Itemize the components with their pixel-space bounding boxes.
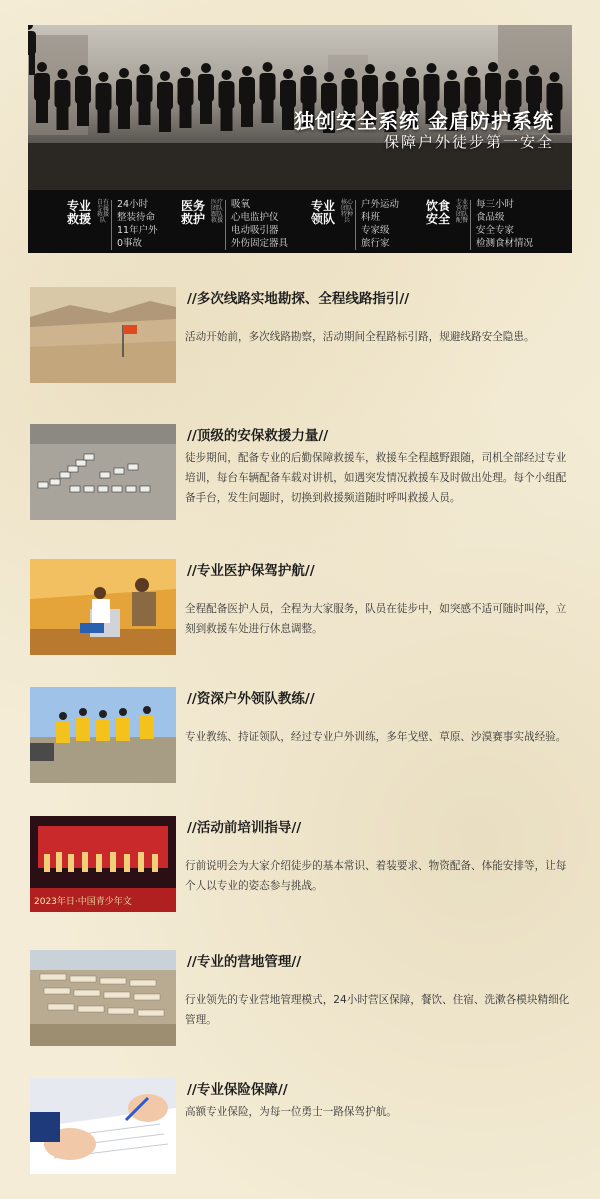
feature-item-training bbox=[30, 816, 575, 916]
divider bbox=[355, 200, 356, 250]
item-desc: 高额专业保险，为每一位勇士一路保驾护航。 bbox=[185, 1106, 397, 1118]
item-desc: 行前说明会为大家介绍徒步的基本常识、着装要求、物资配备、体能安排等，让每个人以专业的姿态参与挑战。 bbox=[185, 860, 567, 892]
item-title: //专业的营地管理// bbox=[187, 954, 302, 970]
rescue-vehicles-photo bbox=[30, 424, 176, 520]
feature-item-team-leaders bbox=[30, 687, 575, 787]
hero-title: 独创安全系统 金盾防护系统 bbox=[294, 109, 554, 133]
item-title: //顶级的安保救援力量// bbox=[187, 428, 329, 444]
feature-item: 整装待命 bbox=[117, 212, 156, 223]
feature-desc: 核心团队特种兵 bbox=[341, 199, 354, 224]
item-title: //专业保险保障// bbox=[187, 1082, 288, 1098]
item-desc: 全程配备医护人员，全程为大家服务，队员在徒步中，如突感不适可随时叫停，立刻到救援车处进行休息调整。 bbox=[185, 603, 567, 635]
item-desc: 活动开始前，多次线路勘察，活动期间全程路标引路，规避线路安全隐患。 bbox=[185, 331, 535, 343]
feature-items bbox=[117, 198, 158, 250]
feature-item: 吸氧 bbox=[231, 199, 251, 210]
feature-item: 食品级 bbox=[476, 212, 505, 223]
feature-item: 旅行家 bbox=[361, 238, 390, 249]
item-desc: 行业领先的专业营地管理模式，24小时营区保障，餐饮、住宿、洗漱各模块精细化管理。 bbox=[185, 994, 570, 1026]
team-leaders-photo bbox=[30, 687, 176, 783]
divider bbox=[470, 200, 471, 250]
feature-strip bbox=[28, 190, 572, 253]
hero-subtitle: 保障户外徒步第一安全 bbox=[383, 133, 554, 151]
feature-items bbox=[476, 198, 533, 250]
item-title: //专业医护保驾护航// bbox=[187, 563, 315, 579]
feature-desc: 自有专属救援队 bbox=[97, 199, 110, 224]
feature-item: 科班 bbox=[361, 212, 381, 223]
feature-title: 专业救援 bbox=[66, 199, 91, 226]
item-desc: 专业教练、持证领队，经过专业户外训练，多年戈壁、草原、沙漠赛事实战经验。 bbox=[185, 731, 567, 743]
feature-title: 专业领队 bbox=[310, 199, 335, 226]
feature-item-route-survey bbox=[30, 287, 575, 387]
item-desc: 徒步期间，配备专业的后勤保障救援车，救援车全程越野跟随，司机全部经过专业培训，每台车辆配备车载对讲机，如遇突发情况救援车及时做出处理。每个小组配备手台，发生问题时，切换到救援频道随时呼叫救援人员。 bbox=[185, 452, 567, 504]
feature-desc: 专业营养团队配餐 bbox=[456, 199, 469, 224]
divider bbox=[111, 200, 112, 250]
feature-item-insurance bbox=[30, 1078, 575, 1178]
divider bbox=[225, 200, 226, 250]
feature-item-campsite bbox=[30, 950, 575, 1050]
stage-banner-text: 2023年日·中国青少年文 bbox=[34, 897, 132, 907]
campsite-photo bbox=[30, 950, 176, 1046]
feature-items bbox=[231, 198, 288, 250]
item-title: //活动前培训指导// bbox=[187, 820, 302, 836]
feature-item: 安全专家 bbox=[476, 225, 515, 236]
feature-item: 电动吸引器 bbox=[231, 225, 279, 236]
insurance-signing-photo bbox=[30, 1078, 176, 1174]
feature-title: 医务救护 bbox=[180, 199, 205, 226]
feature-item-medical bbox=[30, 559, 575, 659]
feature-items bbox=[361, 198, 399, 250]
feature-item: 专家级 bbox=[361, 225, 390, 236]
feature-item: 户外运动 bbox=[361, 199, 400, 210]
hero-banner bbox=[28, 25, 572, 253]
feature-desc: 医疗团队跟队救援 bbox=[211, 199, 224, 224]
desert-flag-photo bbox=[30, 287, 176, 383]
training-stage-photo bbox=[30, 816, 176, 912]
feature-item: 检测食材情况 bbox=[476, 238, 534, 249]
feature-item: 11年户外 bbox=[117, 225, 158, 236]
feature-item: 24小时 bbox=[117, 199, 149, 210]
feature-item: 心电监护仪 bbox=[231, 212, 279, 223]
feature-item: 外伤固定器具 bbox=[231, 238, 289, 249]
feature-item: 0事故 bbox=[117, 238, 143, 249]
medical-tent-photo bbox=[30, 559, 176, 655]
feature-title: 饮食安全 bbox=[425, 199, 450, 226]
feature-item-rescue-force bbox=[30, 424, 575, 524]
feature-item: 每三小时 bbox=[476, 199, 515, 210]
item-title: //多次线路实地勘探、全程线路指引// bbox=[187, 291, 410, 307]
item-title: //资深户外领队教练// bbox=[187, 691, 315, 707]
